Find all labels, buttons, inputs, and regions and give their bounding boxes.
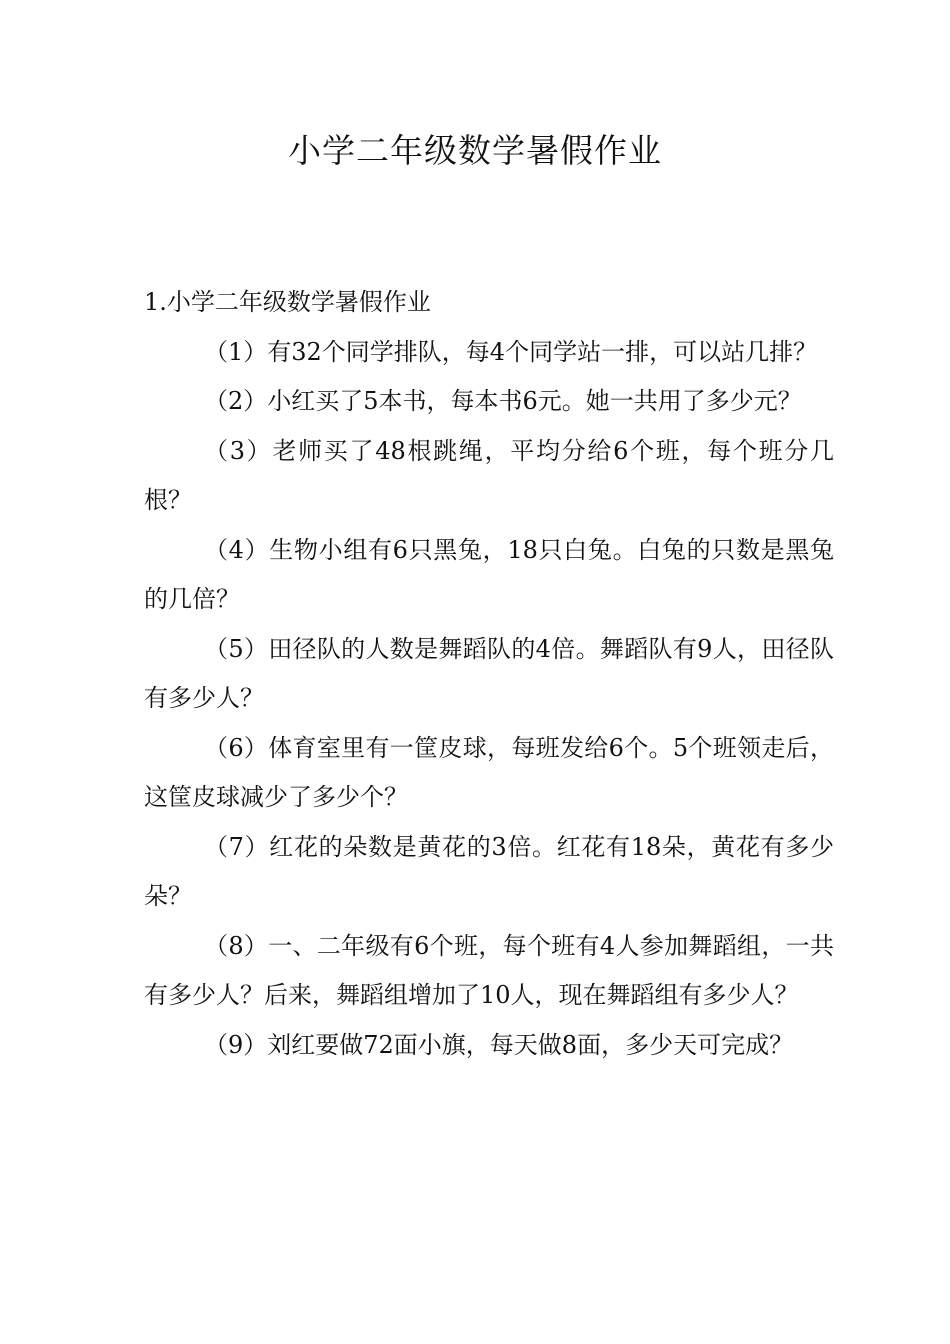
question-5: （5）田径队的人数是舞蹈队的4倍。舞蹈队有9人，田径队有多少人？ xyxy=(144,634,834,712)
document-body xyxy=(144,278,834,1070)
question-9: （9）刘红要做72面小旗，每天做8面，多少天可完成？ xyxy=(204,1030,794,1059)
question-2: （2）小红买了5本书，每本书6元。她一共用了多少元？ xyxy=(204,387,802,415)
question-8: （8）一、二年级有6个班，每个班有4人参加舞蹈组，一共有多少人？后来，舞蹈组增加了10人，现在舞蹈组有多少人？ xyxy=(144,931,834,1009)
question-6: （6）体育室里有一筐皮球，每班发给6个。5个班领走后，这筐皮球减少了多少个？ xyxy=(144,733,834,811)
section-heading: 1.小学二年级数学暑假作业 xyxy=(144,288,431,316)
question-1: （1）有32个同学排队，每4个同学站一排，可以站几排？ xyxy=(204,337,818,366)
question-4: （4）生物小组有6只黑兔，18只白兔。白兔的只数是黑兔的几倍？ xyxy=(144,535,834,613)
question-7: （7）红花的朵数是黄花的3倍。红花有18朵，黄花有多少朵？ xyxy=(144,832,834,910)
question-3: （3）老师买了48根跳绳，平均分给6个班，每个班分几根？ xyxy=(144,436,834,514)
document-title: 小学二年级数学暑假作业 xyxy=(288,131,662,170)
